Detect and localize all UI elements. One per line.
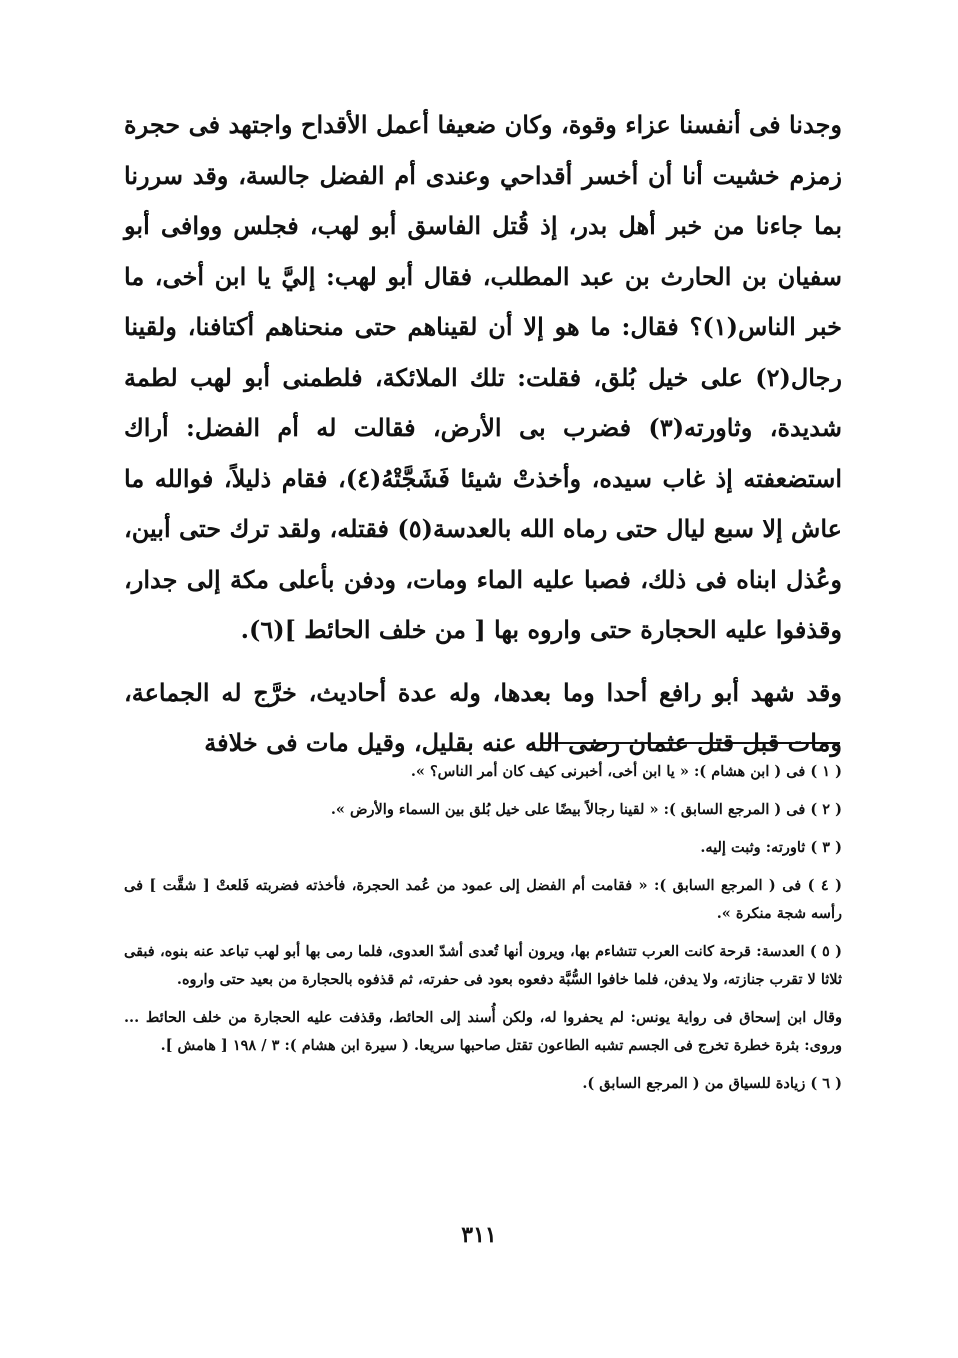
- footnote-2: ( ٢ ) فى ( المرجع السابق ): « لقينا رجالاً بيضًا على خيل بُلق بين السماء والأرض ».: [330, 801, 842, 818]
- footnotes: [124, 758, 842, 1098]
- footnote-3: ( ٣ ) ثاورته: وثبت إليه.: [700, 839, 842, 856]
- footnote-5-continued: وقال ابن إسحاق فى رواية يونس: لم يحفروا له، ولكن أُسند إلى الحائط، وقذفت عليه الحجارة من خلف الحائط ... وروى: بثرة خطرة تخرج فى الجسم تشبه الطاعون تقتل صاحبها سريعا. ( سيرة ابن هشام ): ٣ / ١٩٨ [ هامش ].: [124, 1009, 842, 1054]
- page-number: ٣١١: [461, 1222, 497, 1248]
- body-paragraph: وقد شهد أبو رافع أحدا وما بعدها، وله عدة أحاديث، خرَّج له الجماعة، ومات قبل قتل عثمان رضى الله عنه بقليل، وقيل مات فى خلافة: [124, 677, 842, 757]
- footnote-6: ( ٦ ) زيادة للسياق من ( المرجع السابق ).: [582, 1075, 842, 1092]
- footnote-separator: [540, 742, 840, 744]
- footnote-5: ( ٥ ) العدسة: قرحة كانت العرب تتشاءم بها، ويرون أنها تُعدى أشدّ العدوى، فلما رمى بها أبو لهب تباعد عنه بنوه، فبقى ثلاثا لا تقرب جنازته، ولا يدفن، فلما خافوا السُّبَّة دفعوه بعود فى حفرته، ثم قذفوه بالحجارة من بعيد حتى واروه.: [124, 943, 842, 988]
- body-paragraph: وجدنا فى أنفسنا عزاء وقوة، وكان ضعيفا أعمل الأقداح واجتهد فى حجرة زمزم خشيت أنا أن أخسر أقداحي وعندى أم الفضل جالسة، وقد سررنا بما جاءنا من خبر أهل بدر، إذ قُتل الفاسق أبو لهب، فجلس ووافى أبو سفيان بن الحارث بن عبد المطلب، فقال أبو لهب: إليَّ يا ابن أخى، ما خبر الناس(١)؟ فقال: ما هو إلا أن لقيناهم حتى منحناهم أكتافنا، ولقينا رجال(٢) على خيل بُلق، فقلت: تلك الملائكة، فلطمنى أبو لهب لطمة شديدة، وثاورته(٣) فضرب بى الأرض، فقالت له أم الفضل: أراك استضعفته إذ غاب سيده، وأخذتْ شيئا فَشَجَّتْهُ(٤)، فقام ذليلاً، فوالله ما عاش إلا سبع ليال حتى رماه الله بالعدسة(٥) فقتله، ولقد ترك حتى أبين، وعُذل ابناه فى ذلك، فصبا عليه الماء ومات، ودفن بأعلى مكة إلى جدار، وقذفوا عليه الحجارة حتى واروه بها [ من خلف الحائط ](٦).: [124, 110, 843, 644]
- main-body-text: [124, 100, 842, 769]
- footnote-4: ( ٤ ) فى ( المرجع السابق ): « فقامت أم الفضل إلى عمود من عُمد الحجرة، فأخذته فضربته فَلعتْ [ شقَّت ] فى رأسه شجة منكرة ».: [124, 877, 842, 922]
- footnote-1: ( ١ ) فى ( ابن هشام ): « يا ابن أخى، أخبرنى كيف كان أمر الناس؟ ».: [410, 763, 842, 780]
